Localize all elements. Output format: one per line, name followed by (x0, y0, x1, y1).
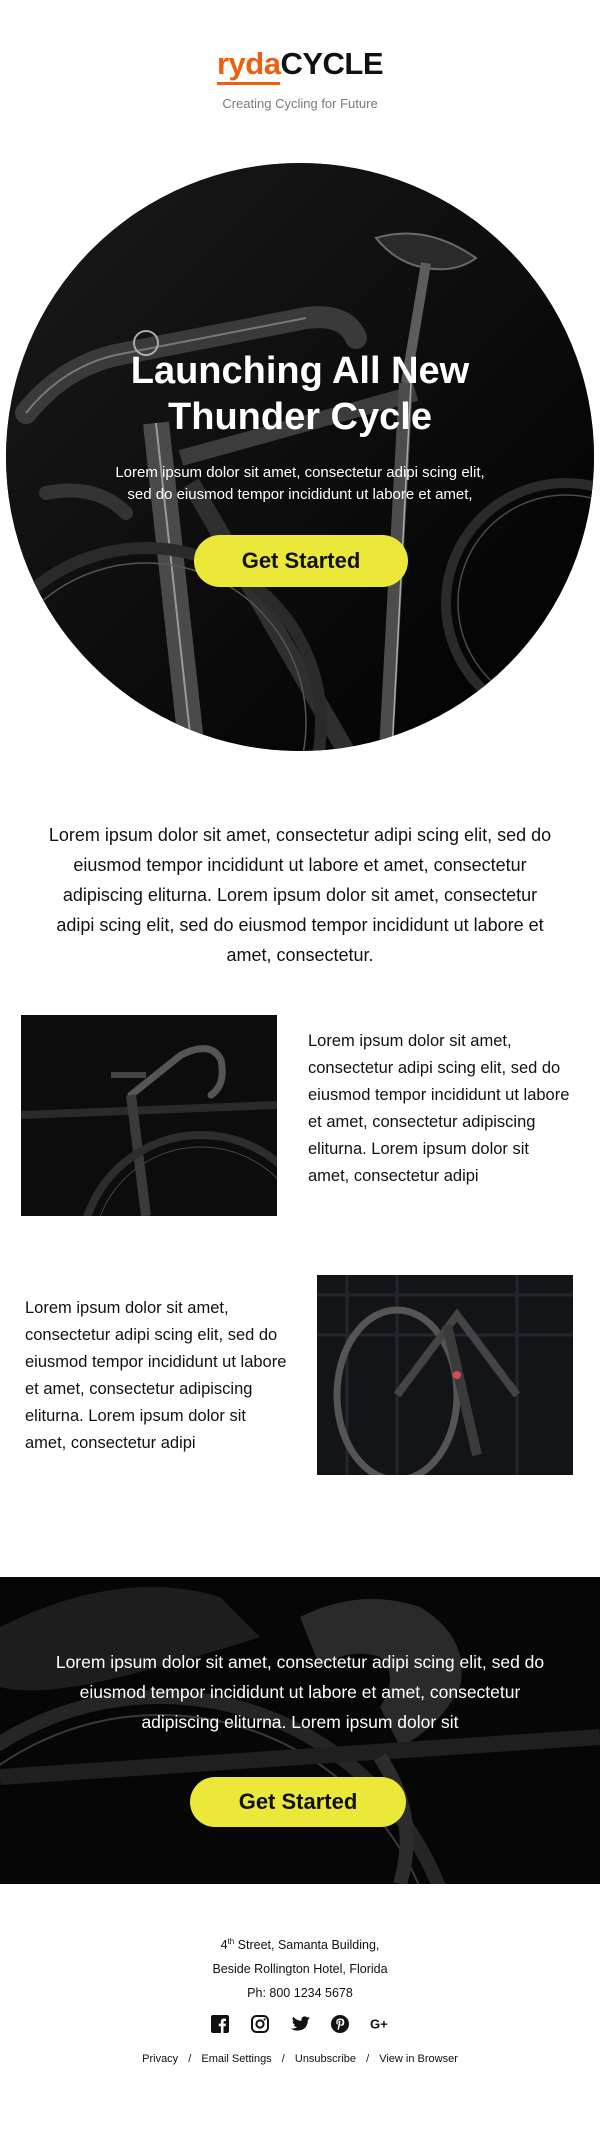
google-plus-icon[interactable] (370, 2014, 390, 2034)
hero-get-started-button[interactable]: Get Started (194, 535, 408, 587)
privacy-link[interactable]: Privacy (142, 2053, 179, 2065)
hero-title-line2: Thunder Cycle (168, 396, 432, 438)
hero-bike-image (6, 163, 594, 751)
address-ordinal: th (227, 1937, 235, 1946)
hero-text-line1: Lorem ipsum dolor sit amet, consectetur adipi scing elit, (115, 464, 485, 481)
unsubscribe-link[interactable]: Unsubscribe (294, 2053, 357, 2065)
view-in-browser-link[interactable]: View in Browser (379, 2053, 458, 2065)
svg-text:G+: G+ (370, 2016, 388, 2032)
twitter-icon[interactable] (290, 2014, 310, 2034)
feature-image-handlebar (21, 1015, 277, 1216)
banner-get-started-button[interactable]: Get Started (190, 1777, 406, 1827)
address-line-2: Beside Rollington Hotel, Florida (212, 1962, 388, 1977)
tagline: Creating Cycling for Future (222, 96, 378, 111)
hero-title-line1: Launching All New (130, 350, 470, 392)
intro-paragraph: Lorem ipsum dolor sit amet, consectetur adipi scing elit, sed do eiusmod tempor incididunt ut labore et amet, consectetur adipiscing eliturna. Lorem ipsum dolor sit amet, consectetur adipi scing elit, sed do eiusmod tempor incididunt ut labore et amet, consectetur. (48, 825, 552, 965)
hero-text (76, 462, 524, 506)
brand-logo[interactable] (0, 46, 600, 82)
feature-image-bike-rack (317, 1275, 573, 1475)
footer-link-separator: / (188, 2053, 192, 2065)
address-street: Street, Samanta Building, (234, 1938, 380, 1953)
logo-part-ryda: ryda (217, 46, 280, 85)
feature-text-1: Lorem ipsum dolor sit amet, consectetur adipi scing elit, sed do eiusmod tempor incididunt ut labore et amet, consectetur adipiscing eliturna. Lorem ipsum dolor sit amet, consectetur adipi (308, 1032, 570, 1185)
logo-part-cycle: CYCLE (280, 46, 384, 81)
hero-text-line2: sed do eiusmod tempor incididunt ut labore et amet, (127, 486, 473, 503)
footer-link-separator: / (281, 2053, 285, 2065)
footer-phone: Ph: 800 1234 5678 (247, 1986, 353, 2001)
hero-title (6, 348, 594, 440)
address-line-1 (0, 1930, 600, 1957)
social-icons (0, 2014, 600, 2034)
hero-circle (6, 163, 594, 751)
feature-text-2: Lorem ipsum dolor sit amet, consectetur adipi scing elit, sed do eiusmod tempor incididunt ut labore et amet, consectetur adipiscing eliturna. Lorem ipsum dolor sit amet, consectetur adipi (25, 1299, 287, 1452)
bottom-banner (0, 1577, 600, 1884)
footer-links (0, 2053, 600, 2065)
address-street-number: 4 (220, 1938, 228, 1953)
banner-text: Lorem ipsum dolor sit amet, consectetur adipi scing elit, sed do eiusmod tempor incididunt ut labore et amet, consectetur adipiscing eliturna. Lorem ipsum dolor sit (55, 1652, 545, 1732)
footer-address (0, 1930, 600, 2005)
facebook-icon[interactable] (210, 2014, 230, 2034)
instagram-icon[interactable] (250, 2014, 270, 2034)
footer-link-separator: / (366, 2053, 370, 2065)
email-settings-link[interactable]: Email Settings (201, 2053, 272, 2065)
pinterest-icon[interactable] (330, 2014, 350, 2034)
